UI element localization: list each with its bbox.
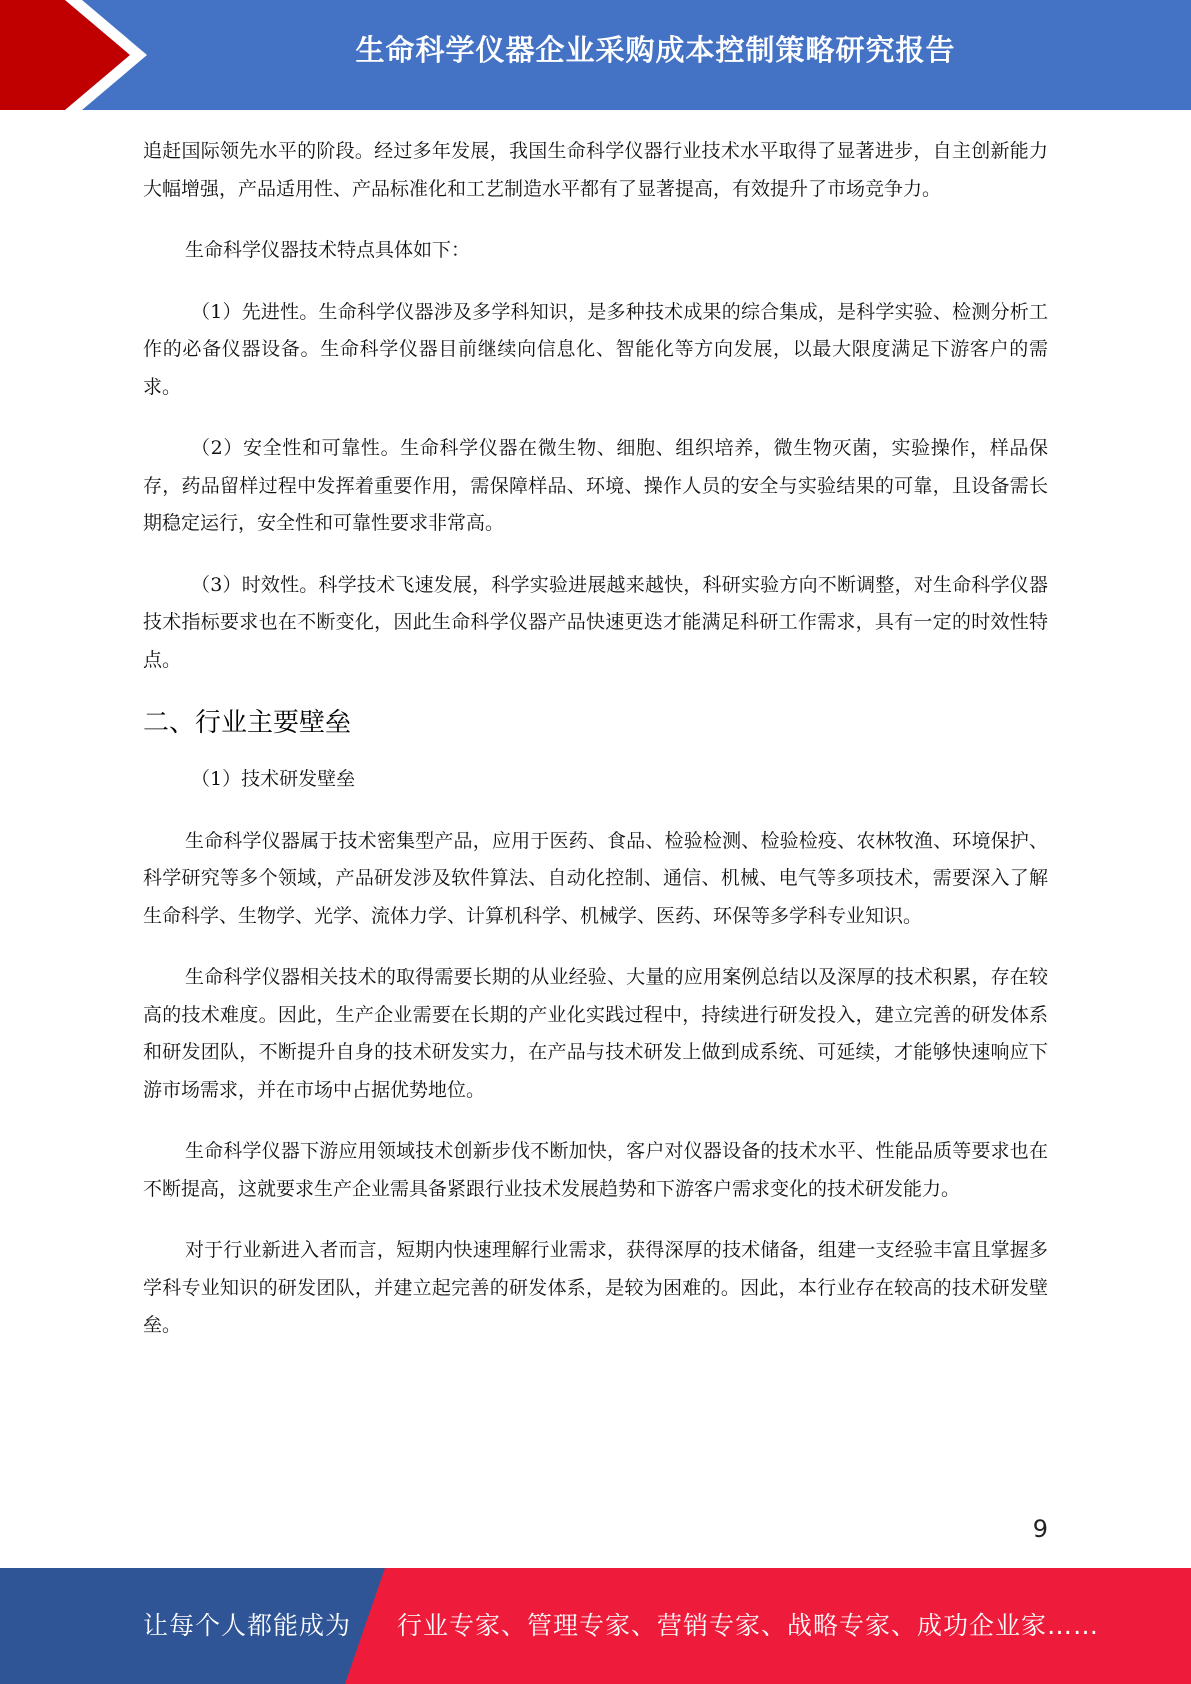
page-body — [143, 133, 1048, 1369]
page-header-band — [0, 0, 1191, 110]
footer-slogan-left: 让每个人都能成为 — [143, 1611, 352, 1640]
body-paragraph: 生命科学仪器下游应用领域技术创新步伐不断加快，客户对仪器设备的技术水平、性能品质等要求也在不断提高，这就要求生产企业需具备紧跟行业技术发展趋势和下游客户需求变化的技术研发能力。 — [143, 1140, 1048, 1200]
page-footer-band — [0, 1568, 1191, 1684]
section-heading: 二、行业主要壁垒 — [143, 708, 352, 738]
footer-slogan-right: 行业专家、管理专家、营销专家、战略专家、成功企业家…… — [397, 1611, 1100, 1640]
body-paragraph: （3）时效性。科学技术飞速发展，科学实验进展越来越快，科研实验方向不断调整，对生命科学仪器技术指标要求也在不断变化，因此生命科学仪器产品快速更迭才能满足科研工作需求，具有一定的时效性特点。 — [143, 573, 1048, 671]
body-paragraph: 生命科学仪器相关技术的取得需要长期的从业经验、大量的应用案例总结以及深厚的技术积累，存在较高的技术难度。因此，生产企业需要在长期的产业化实践过程中，持续进行研发投入，建立完善的研发体系和研发团队，不断提升自身的技术研发实力，在产品与技术研发上做到成系统、可延续，才能够快速响应下游市场需求，并在市场中占据优势地位。 — [143, 966, 1048, 1101]
report-title: 生命科学仪器企业采购成本控制策略研究报告 — [355, 33, 956, 67]
subsection-heading: （1）技术研发壁垒 — [191, 768, 356, 790]
page-number: 9 — [1032, 1515, 1048, 1543]
body-paragraph: （1）先进性。生命科学仪器涉及多学科知识，是多种技术成果的综合集成，是科学实验、检测分析工作的必备仪器设备。生命科学仪器目前继续向信息化、智能化等方向发展，以最大限度满足下游客户的需求。 — [143, 300, 1048, 398]
body-paragraph: 生命科学仪器属于技术密集型产品，应用于医药、食品、检验检测、检验检疫、农林牧渔、环境保护、科学研究等多个领域，产品研发涉及软件算法、自动化控制、通信、机械、电气等多项技术，需要深入了解生命科学、生物学、光学、流体力学、计算机科学、机械学、医药、环保等多学科专业知识。 — [143, 829, 1048, 927]
body-paragraph: 生命科学仪器技术特点具体如下： — [185, 239, 471, 261]
body-paragraph: 对于行业新进入者而言，短期内快速理解行业需求，获得深厚的技术储备，组建一支经验丰富且掌握多学科专业知识的研发团队，并建立起完善的研发体系，是较为困难的。因此，本行业存在较高的技术研发壁垒。 — [143, 1239, 1048, 1336]
red-chevron-decoration — [0, 0, 170, 110]
body-paragraph: 追赶国际领先水平的阶段。经过多年发展，我国生命科学仪器行业技术水平取得了显著进步，自主创新能力大幅增强，产品适用性、产品标准化和工艺制造水平都有了显著提高，有效提升了市场竞争力。 — [143, 140, 1048, 200]
body-paragraph: （2）安全性和可靠性。生命科学仪器在微生物、细胞、组织培养，微生物灭菌，实验操作，样品保存，药品留样过程中发挥着重要作用，需保障样品、环境、操作人员的安全与实验结果的可靠，且设备需长期稳定运行，安全性和可靠性要求非常高。 — [143, 437, 1048, 534]
